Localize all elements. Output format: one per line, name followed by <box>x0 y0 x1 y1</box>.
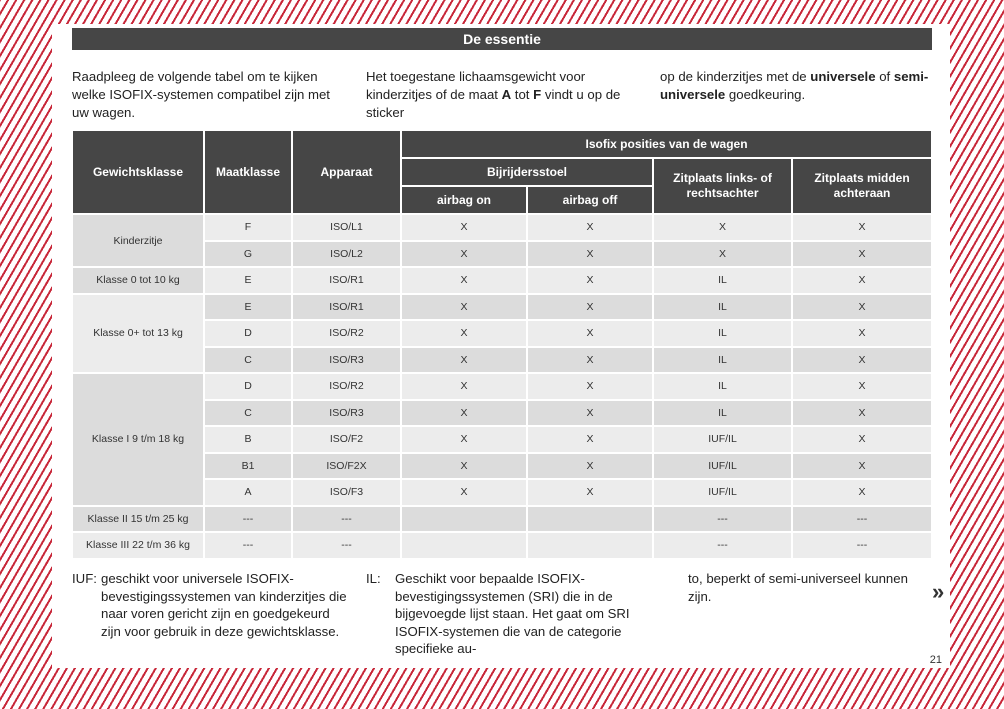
table-row <box>73 507 931 532</box>
maatklasse-cell: A <box>205 480 291 505</box>
apparaat-cell: --- <box>293 507 400 532</box>
gewichtsklasse-cell: Klasse III 22 t/m 36 kg <box>73 533 203 558</box>
links-rechts-cell: --- <box>654 533 791 558</box>
maatklasse-cell: --- <box>205 507 291 532</box>
airbag-off-cell: X <box>528 215 652 240</box>
airbag-on-cell <box>402 507 526 532</box>
midden-cell: X <box>793 348 931 373</box>
midden-cell: X <box>793 480 931 505</box>
maatklasse-cell: E <box>205 268 291 293</box>
airbag-off-cell: X <box>528 242 652 267</box>
legend-iuf-text: geschikt voor universele ISOFIX-bevestigingssystemen van kinderzitjes die naar voren gericht zijn en goedgekeurd zijn voor gebruik in deze gewichtsklasse. <box>101 571 347 639</box>
airbag-on-cell: X <box>402 427 526 452</box>
isofix-table <box>71 129 933 560</box>
midden-cell: X <box>793 374 931 399</box>
page-number: 21 <box>929 654 942 666</box>
gewichtsklasse-cell: Kinderzitje <box>73 215 203 266</box>
airbag-on-cell: X <box>402 242 526 267</box>
header-apparaat: Apparaat <box>293 131 400 213</box>
header-airbag-off: airbag off <box>528 187 652 213</box>
links-rechts-cell: IL <box>654 321 791 346</box>
links-rechts-cell: IUF/IL <box>654 454 791 479</box>
apparaat-cell: ISO/F2 <box>293 427 400 452</box>
midden-cell: X <box>793 242 931 267</box>
airbag-off-cell <box>528 533 652 558</box>
links-rechts-cell: IL <box>654 268 791 293</box>
gewichtsklasse-cell: Klasse 0 tot 10 kg <box>73 268 203 293</box>
legend-iuf-key: IUF: <box>72 571 97 586</box>
links-rechts-cell: X <box>654 242 791 267</box>
apparaat-cell: ISO/R1 <box>293 268 400 293</box>
apparaat-cell: ISO/R2 <box>293 374 400 399</box>
airbag-on-cell: X <box>402 454 526 479</box>
links-rechts-cell: IL <box>654 348 791 373</box>
airbag-off-cell: X <box>528 401 652 426</box>
airbag-on-cell: X <box>402 348 526 373</box>
maatklasse-cell: C <box>205 401 291 426</box>
airbag-off-cell: X <box>528 454 652 479</box>
airbag-on-cell <box>402 533 526 558</box>
gewichtsklasse-cell: Klasse I 9 t/m 18 kg <box>73 374 203 505</box>
apparaat-cell: ISO/F2X <box>293 454 400 479</box>
maatklasse-cell: B1 <box>205 454 291 479</box>
links-rechts-cell: IUF/IL <box>654 480 791 505</box>
midden-cell: X <box>793 268 931 293</box>
maatklasse-cell: B <box>205 427 291 452</box>
header-links-rechtsachter: Zitplaats links- of rechtsachter <box>654 159 791 213</box>
airbag-off-cell: X <box>528 321 652 346</box>
maatklasse-cell: G <box>205 242 291 267</box>
legend-il-key: IL: <box>366 571 381 586</box>
header-bijrijdersstoel: Bijrijdersstoel <box>402 159 652 185</box>
header-midden-achteraan: Zitplaats midden achteraan <box>793 159 931 213</box>
header-isofix-posities: Isofix posities van de wagen <box>402 131 931 157</box>
airbag-on-cell: X <box>402 401 526 426</box>
maatklasse-cell: D <box>205 321 291 346</box>
gewichtsklasse-cell: Klasse 0+ tot 13 kg <box>73 295 203 373</box>
airbag-off-cell: X <box>528 268 652 293</box>
maatklasse-cell: D <box>205 374 291 399</box>
table-row <box>73 533 931 558</box>
legend-il-continued: to, beperkt of semi-universeel kunnen zijn. <box>688 571 908 604</box>
midden-cell: X <box>793 401 931 426</box>
airbag-on-cell: X <box>402 268 526 293</box>
apparaat-cell: ISO/L1 <box>293 215 400 240</box>
airbag-on-cell: X <box>402 374 526 399</box>
apparaat-cell: ISO/R1 <box>293 295 400 320</box>
links-rechts-cell: X <box>654 215 791 240</box>
next-page-arrow-icon[interactable]: » <box>932 579 945 604</box>
airbag-on-cell: X <box>402 321 526 346</box>
header-gewichtsklasse: Gewichtsklasse <box>73 131 203 213</box>
maatklasse-cell: C <box>205 348 291 373</box>
airbag-on-cell: X <box>402 295 526 320</box>
maatklasse-cell: E <box>205 295 291 320</box>
links-rechts-cell: IL <box>654 295 791 320</box>
intro-column-2: Het toegestane lichaamsgewicht voor kinderzitjes of de maat A tot F vindt u op de sticker <box>366 69 621 120</box>
links-rechts-cell: IL <box>654 374 791 399</box>
airbag-on-cell: X <box>402 215 526 240</box>
airbag-off-cell: X <box>528 295 652 320</box>
apparaat-cell: ISO/R3 <box>293 401 400 426</box>
links-rechts-cell: --- <box>654 507 791 532</box>
links-rechts-cell: IL <box>654 401 791 426</box>
intro-column-1: Raadpleeg de volgende tabel om te kijken welke ISOFIX-systemen compatibel zijn met uw wagen. <box>72 69 330 120</box>
section-header: De essentie <box>72 28 932 50</box>
header-maatklasse: Maatklasse <box>205 131 291 213</box>
header-airbag-on: airbag on <box>402 187 526 213</box>
maatklasse-cell: F <box>205 215 291 240</box>
links-rechts-cell: IUF/IL <box>654 427 791 452</box>
airbag-off-cell: X <box>528 427 652 452</box>
table-row <box>73 295 931 320</box>
table-row <box>73 374 931 399</box>
midden-cell: X <box>793 215 931 240</box>
midden-cell: --- <box>793 533 931 558</box>
airbag-off-cell: X <box>528 480 652 505</box>
apparaat-cell: --- <box>293 533 400 558</box>
apparaat-cell: ISO/F3 <box>293 480 400 505</box>
table-row <box>73 215 931 240</box>
maatklasse-cell: --- <box>205 533 291 558</box>
midden-cell: X <box>793 295 931 320</box>
airbag-off-cell: X <box>528 348 652 373</box>
airbag-off-cell: X <box>528 374 652 399</box>
table-row <box>73 268 931 293</box>
airbag-on-cell: X <box>402 480 526 505</box>
apparaat-cell: ISO/R2 <box>293 321 400 346</box>
apparaat-cell: ISO/R3 <box>293 348 400 373</box>
apparaat-cell: ISO/L2 <box>293 242 400 267</box>
legend-il-text: Geschikt voor bepaalde ISOFIX-bevestigingssystemen (SRI) die in de bijgevoegde lijst staan. Het gaat om SRI ISOFIX-systemen die van de categorie specifieke au- <box>395 571 630 656</box>
intro-column-3: op de kinderzitjes met de universele of semi-universele goedkeuring. <box>660 69 929 102</box>
midden-cell: X <box>793 321 931 346</box>
midden-cell: X <box>793 454 931 479</box>
midden-cell: X <box>793 427 931 452</box>
airbag-off-cell <box>528 507 652 532</box>
midden-cell: --- <box>793 507 931 532</box>
page <box>52 24 950 668</box>
gewichtsklasse-cell: Klasse II 15 t/m 25 kg <box>73 507 203 532</box>
